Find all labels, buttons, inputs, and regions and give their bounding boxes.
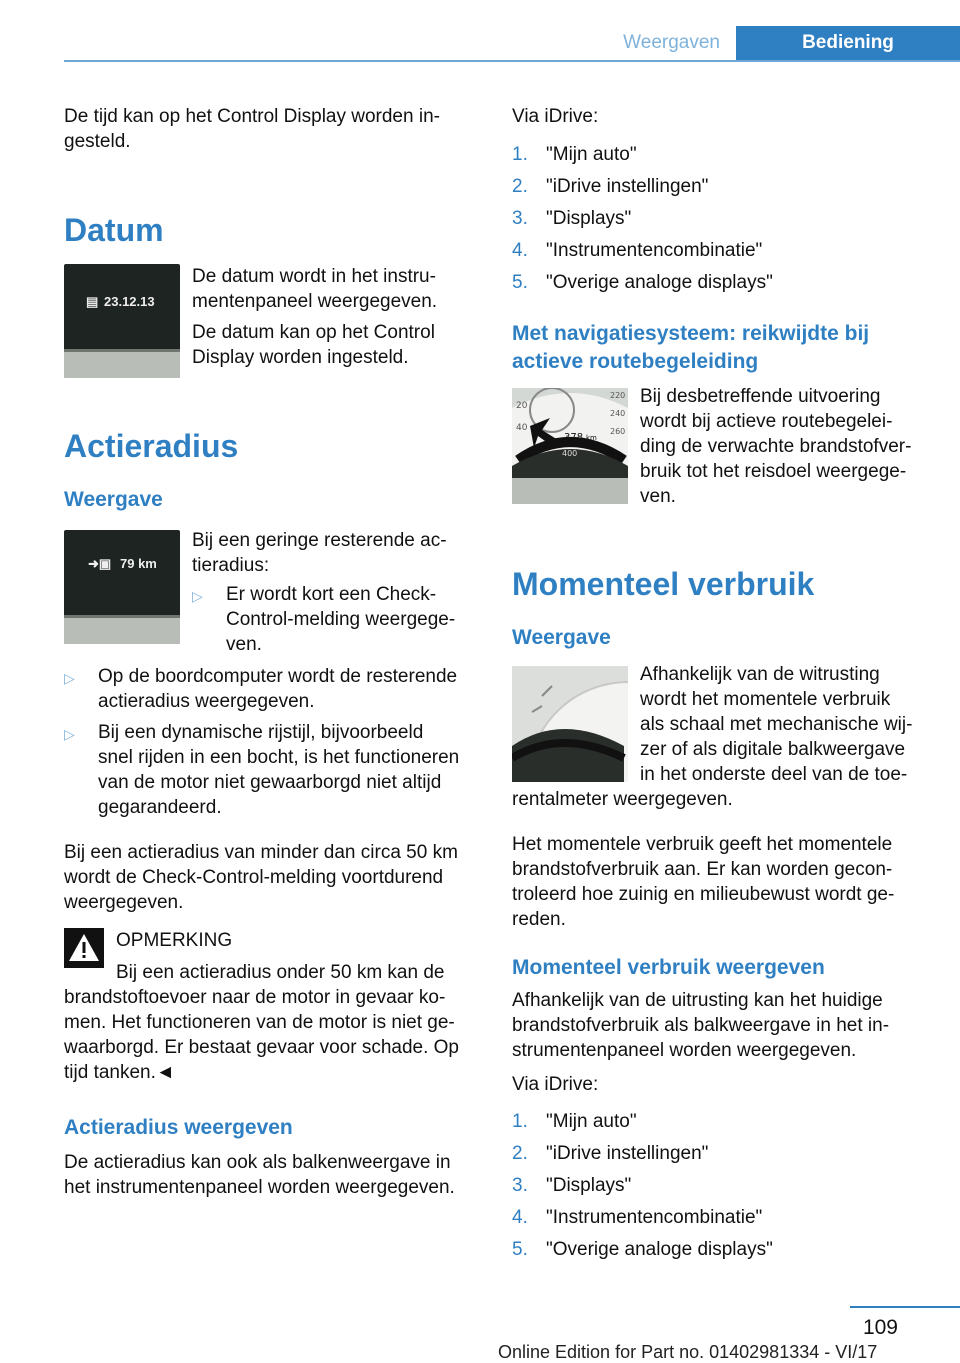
nav-text — [640, 384, 911, 509]
actie-text — [192, 528, 447, 578]
text-line: zer of als digitale balkweergave — [640, 739, 906, 760]
bullet-item — [226, 582, 455, 657]
text-line: Bij een geringe resterende ac- — [192, 530, 447, 551]
heading-actieradius: Actieradius — [64, 428, 239, 464]
gauge-20: 20 — [516, 401, 528, 411]
heading-line: actieve routebegeleiding — [512, 350, 759, 373]
gauge-220: 220 — [610, 391, 626, 400]
list-item: "Mijn auto" — [546, 1111, 637, 1132]
text-line: reden. — [512, 909, 566, 930]
edition-text: Online Edition for Part no. 01402981334 - VI/17 — [498, 1342, 878, 1362]
mom-sub-text — [512, 988, 889, 1063]
text-line: Bij een dynamische rijstijl, bijvoorbeeld — [98, 722, 424, 743]
text-line: snel rijden in een bocht, is het functioneren — [98, 747, 460, 768]
bullet-item — [98, 720, 459, 820]
tab-bediening[interactable]: Bediening — [736, 26, 960, 60]
heading-datum: Datum — [64, 212, 164, 248]
text-line: Afhankelijk van de witrusting — [640, 664, 880, 685]
intro-text — [64, 104, 440, 154]
heading-momenteel-verbruik-weergeven: Momenteel verbruik weergeven — [512, 956, 825, 979]
gauge-40: 40 — [516, 423, 528, 433]
datum-display: 23.12.13 — [104, 294, 155, 309]
text-line: tijd tanken.◄ — [64, 1062, 175, 1083]
text-line: tieradius: — [192, 555, 270, 576]
text-line: De actieradius kan ook als balkenweergave in — [64, 1152, 451, 1173]
list-item: "Instrumentencombinatie" — [546, 240, 763, 261]
text-line: weergegeven. — [64, 892, 184, 913]
list-item: "Displays" — [546, 1175, 632, 1196]
gauge-km-value: 378 — [564, 432, 584, 443]
heading-actieradius-weergeven: Actieradius weergeven — [64, 1116, 293, 1139]
text-line: men. Het functioneren van de motor is niet ge- — [64, 1012, 455, 1033]
text-line: wordt het momentele verbruik — [640, 689, 891, 710]
text-line: wordt de Check-Control-melding voortdurend — [64, 867, 444, 888]
gauge-260: 260 — [610, 427, 626, 436]
note-title: OPMERKING — [116, 930, 233, 951]
text-line: Het momentele verbruik geeft het momentele — [512, 834, 893, 855]
bullet-triangle-icon: ▷ — [64, 670, 75, 686]
text-line: De datum kan op het Control — [192, 322, 435, 343]
mom-paragraph — [512, 832, 894, 932]
heading-line: Met navigatiesysteem: reikwijdte bij — [512, 322, 870, 345]
list-number: 2. — [512, 1143, 528, 1164]
text-line: strumentenpaneel worden weergegeven. — [512, 1040, 857, 1061]
list-number: 4. — [512, 1207, 528, 1228]
list-item: "Overige analoge displays" — [546, 272, 773, 293]
header-divider — [64, 60, 960, 62]
list-number: 4. — [512, 240, 528, 261]
text-line: wordt bij actieve routebegelei- — [640, 411, 893, 432]
bullet-triangle-icon: ▷ — [64, 726, 75, 742]
intro-line: gesteld. — [64, 131, 131, 152]
list-item: "iDrive instellingen" — [546, 1143, 709, 1164]
text-line: Op de boordcomputer wordt de resterende — [98, 666, 458, 687]
text-line: in het onderste deel van de toe- — [640, 764, 908, 785]
text-line: ven. — [640, 486, 676, 507]
text-line: Bij desbetreffende uitvoering — [640, 386, 881, 407]
text-line: brandstofverbruik als balkweergave in het in- — [512, 1015, 890, 1036]
list-number: 5. — [512, 1239, 528, 1260]
text-line: brandstoftoevoer naar de motor in gevaar ko- — [64, 987, 446, 1008]
text-line: het instrumentenpaneel worden weergegeven. — [64, 1177, 455, 1198]
text-line: Control-melding weergege- — [226, 609, 456, 630]
range-display: 79 km — [120, 556, 157, 571]
text-line: Afhankelijk van de uitrusting kan het huidige — [512, 990, 883, 1011]
text-line: actieradius weergegeven. — [98, 691, 315, 712]
text-line: bruik tot het reisdoel weergege- — [640, 461, 907, 482]
actieradius-image — [64, 530, 180, 644]
page-number: 109 — [862, 1316, 898, 1339]
navigation-gauge-image — [512, 388, 628, 504]
datum-image — [64, 264, 180, 378]
mom-text-end: rentalmeter weergegeven. — [512, 789, 733, 810]
text-line: ding de verwachte brandstofver- — [640, 436, 912, 457]
heading-momenteel-verbruik: Momenteel verbruik — [512, 566, 815, 602]
warning-icon — [64, 928, 104, 968]
list-item: "Mijn auto" — [546, 144, 637, 165]
text-line: als schaal met mechanische wij- — [640, 714, 913, 735]
list-number: 1. — [512, 1111, 528, 1132]
list-number: 3. — [512, 208, 528, 229]
gauge-400: 400 — [562, 449, 578, 458]
text-line: Display worden ingesteld. — [192, 347, 409, 368]
list-number: 5. — [512, 272, 528, 293]
text-line: gegarandeerd. — [98, 797, 222, 818]
datum-text — [192, 264, 437, 370]
text-line: ven. — [226, 634, 262, 655]
footer-divider — [850, 1306, 960, 1308]
text-line: brandstofverbruik aan. Er kan worden gecon- — [512, 859, 893, 880]
text-line: waarborgd. Er bestaat gevaar voor schade. Op — [64, 1037, 460, 1058]
list-number: 1. — [512, 144, 528, 165]
text-line: van de motor niet gewaarborgd niet altijd — [98, 772, 442, 793]
sub-text — [64, 1150, 455, 1200]
list-item: "Instrumentencombinatie" — [546, 1207, 763, 1228]
note-line: Bij een actieradius onder 50 km kan de — [116, 962, 445, 983]
heading-weergave-2: Weergave — [512, 626, 611, 649]
heading-navigatie — [512, 320, 869, 376]
list-number: 3. — [512, 1175, 528, 1196]
list-item: "Displays" — [546, 208, 632, 229]
tab-weergaven[interactable]: Weergaven — [623, 32, 720, 53]
actie-paragraph — [64, 840, 458, 915]
bullet-item — [98, 664, 457, 714]
text-line: mentenpaneel weergegeven. — [192, 291, 438, 312]
consumption-gauge-image — [512, 666, 628, 782]
intro-line: De tijd kan op het Control Display worden in- — [64, 106, 440, 127]
text-line: Er wordt kort een Check- — [226, 584, 437, 605]
fuel-icon: ➜▣ — [88, 556, 112, 571]
mom-text — [640, 662, 912, 787]
bullet-triangle-icon: ▷ — [192, 588, 203, 604]
list-number: 2. — [512, 176, 528, 197]
list-item: "Overige analoge displays" — [546, 1239, 773, 1260]
via-idrive: Via iDrive: — [512, 106, 599, 127]
via-idrive-2: Via iDrive: — [512, 1074, 599, 1095]
gauge-km-unit: km — [586, 434, 597, 442]
list-item: "iDrive instellingen" — [546, 176, 709, 197]
heading-weergave: Weergave — [64, 488, 163, 511]
note-text — [64, 985, 459, 1085]
text-line: De datum wordt in het instru- — [192, 266, 436, 287]
calendar-icon: ▤ — [86, 294, 99, 309]
gauge-240: 240 — [610, 409, 626, 418]
text-line: Bij een actieradius van minder dan circa 50 km — [64, 842, 458, 863]
text-line: troleerd hoe zuinig en milieubewust wordt ge- — [512, 884, 895, 905]
